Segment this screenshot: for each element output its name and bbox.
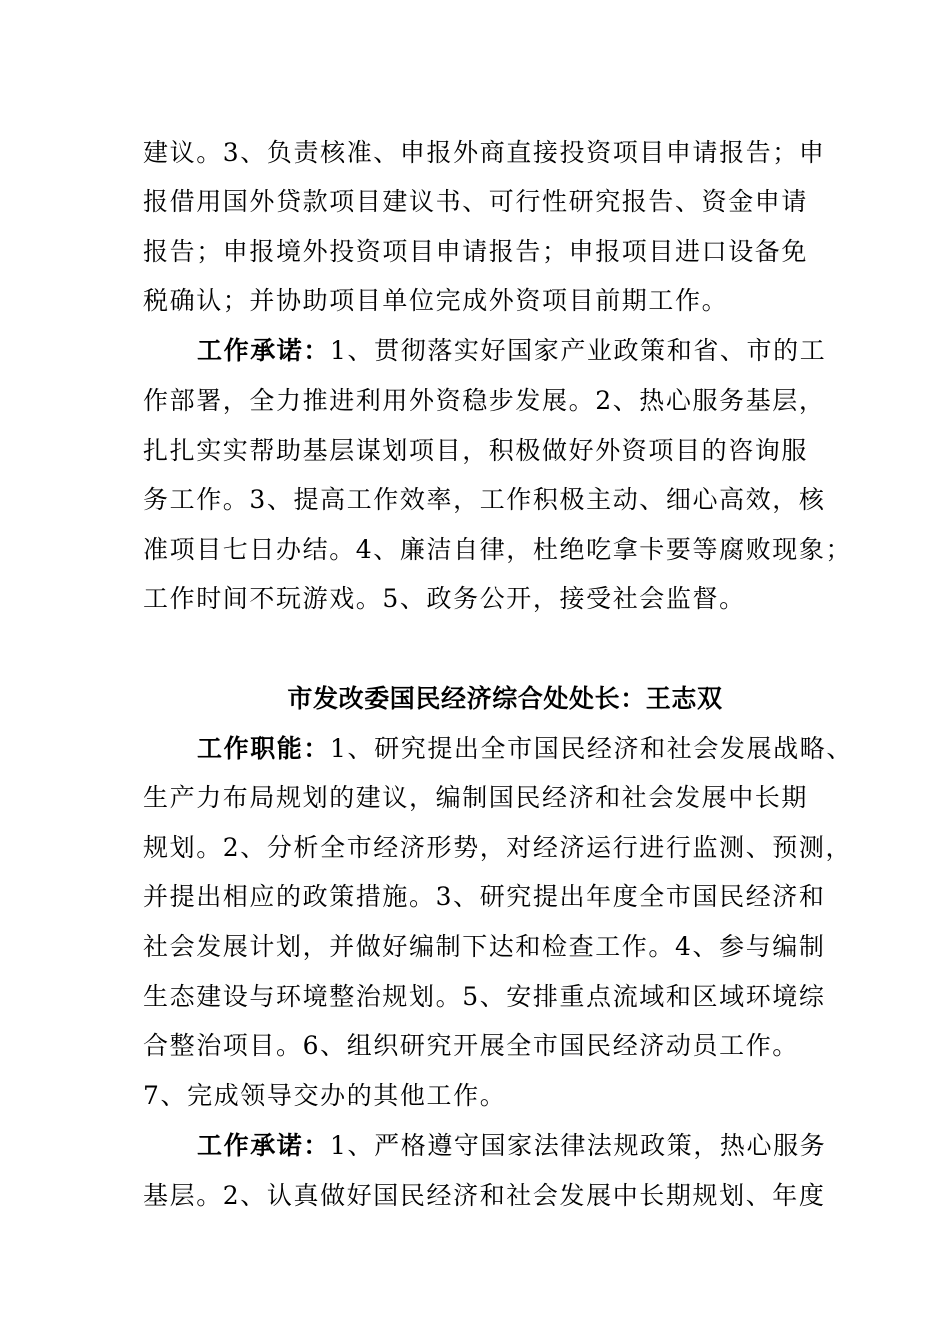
text-line: 社会发展计划，并做好编制下达和检查工作。4、参与编制 xyxy=(143,932,826,961)
promise-text: 1、严格遵守国家法律法规政策，热心服务 xyxy=(330,1131,827,1160)
duties-label: 工作职能： xyxy=(197,734,331,763)
promise-paragraph-start xyxy=(197,1130,826,1162)
section-heading: 市发改委国民经济综合处处长：王志双 xyxy=(287,684,723,713)
promise-paragraph-start xyxy=(197,335,826,367)
duties-paragraph-start xyxy=(197,733,853,765)
text-line: 生态建设与环境整治规划。5、安排重点流域和区域环境综 xyxy=(143,982,826,1011)
duties-text: 1、研究提出全市国民经济和社会发展战略、 xyxy=(330,734,853,763)
text-line: 报告；申报境外投资项目申请报告；申报项目进口设备免 xyxy=(143,237,809,266)
text-line: 报借用国外贷款项目建议书、可行性研究报告、资金申请 xyxy=(143,187,809,216)
text-line: 并提出相应的政策措施。3、研究提出年度全市国民经济和 xyxy=(143,882,826,911)
text-line: 合整治项目。6、组织研究开展全市国民经济动员工作。 xyxy=(143,1031,799,1060)
text-line: 7、完成领导交办的其他工作。 xyxy=(143,1081,507,1110)
text-line: 税确认；并协助项目单位完成外资项目前期工作。 xyxy=(143,286,729,315)
text-line: 扎扎实实帮助基层谋划项目，积极做好外资项目的咨询服 xyxy=(143,436,809,465)
promise-text: 1、贯彻落实好国家产业政策和省、市的工 xyxy=(330,336,827,365)
text-line: 基层。2、认真做好国民经济和社会发展中长期规划、年度 xyxy=(143,1181,826,1210)
text-line: 准项目七日办结。4、廉洁自律，杜绝吃拿卡要等腐败现象； xyxy=(143,535,853,564)
promise-label: 工作承诺： xyxy=(197,336,331,365)
text-line: 规划。2、分析全市经济形势，对经济运行进行监测、预测， xyxy=(143,833,853,862)
text-line: 务工作。3、提高工作效率，工作积极主动、细心高效，核 xyxy=(143,485,826,514)
text-line: 工作时间不玩游戏。5、政务公开，接受社会监督。 xyxy=(143,584,746,613)
promise-label: 工作承诺： xyxy=(197,1131,331,1160)
text-line: 生产力布局规划的建议，编制国民经济和社会发展中长期 xyxy=(143,783,809,812)
text-line: 作部署，全力推进利用外资稳步发展。2、热心服务基层， xyxy=(143,386,826,415)
text-line: 建议。3、负责核准、申报外商直接投资项目申请报告；申 xyxy=(143,138,826,167)
